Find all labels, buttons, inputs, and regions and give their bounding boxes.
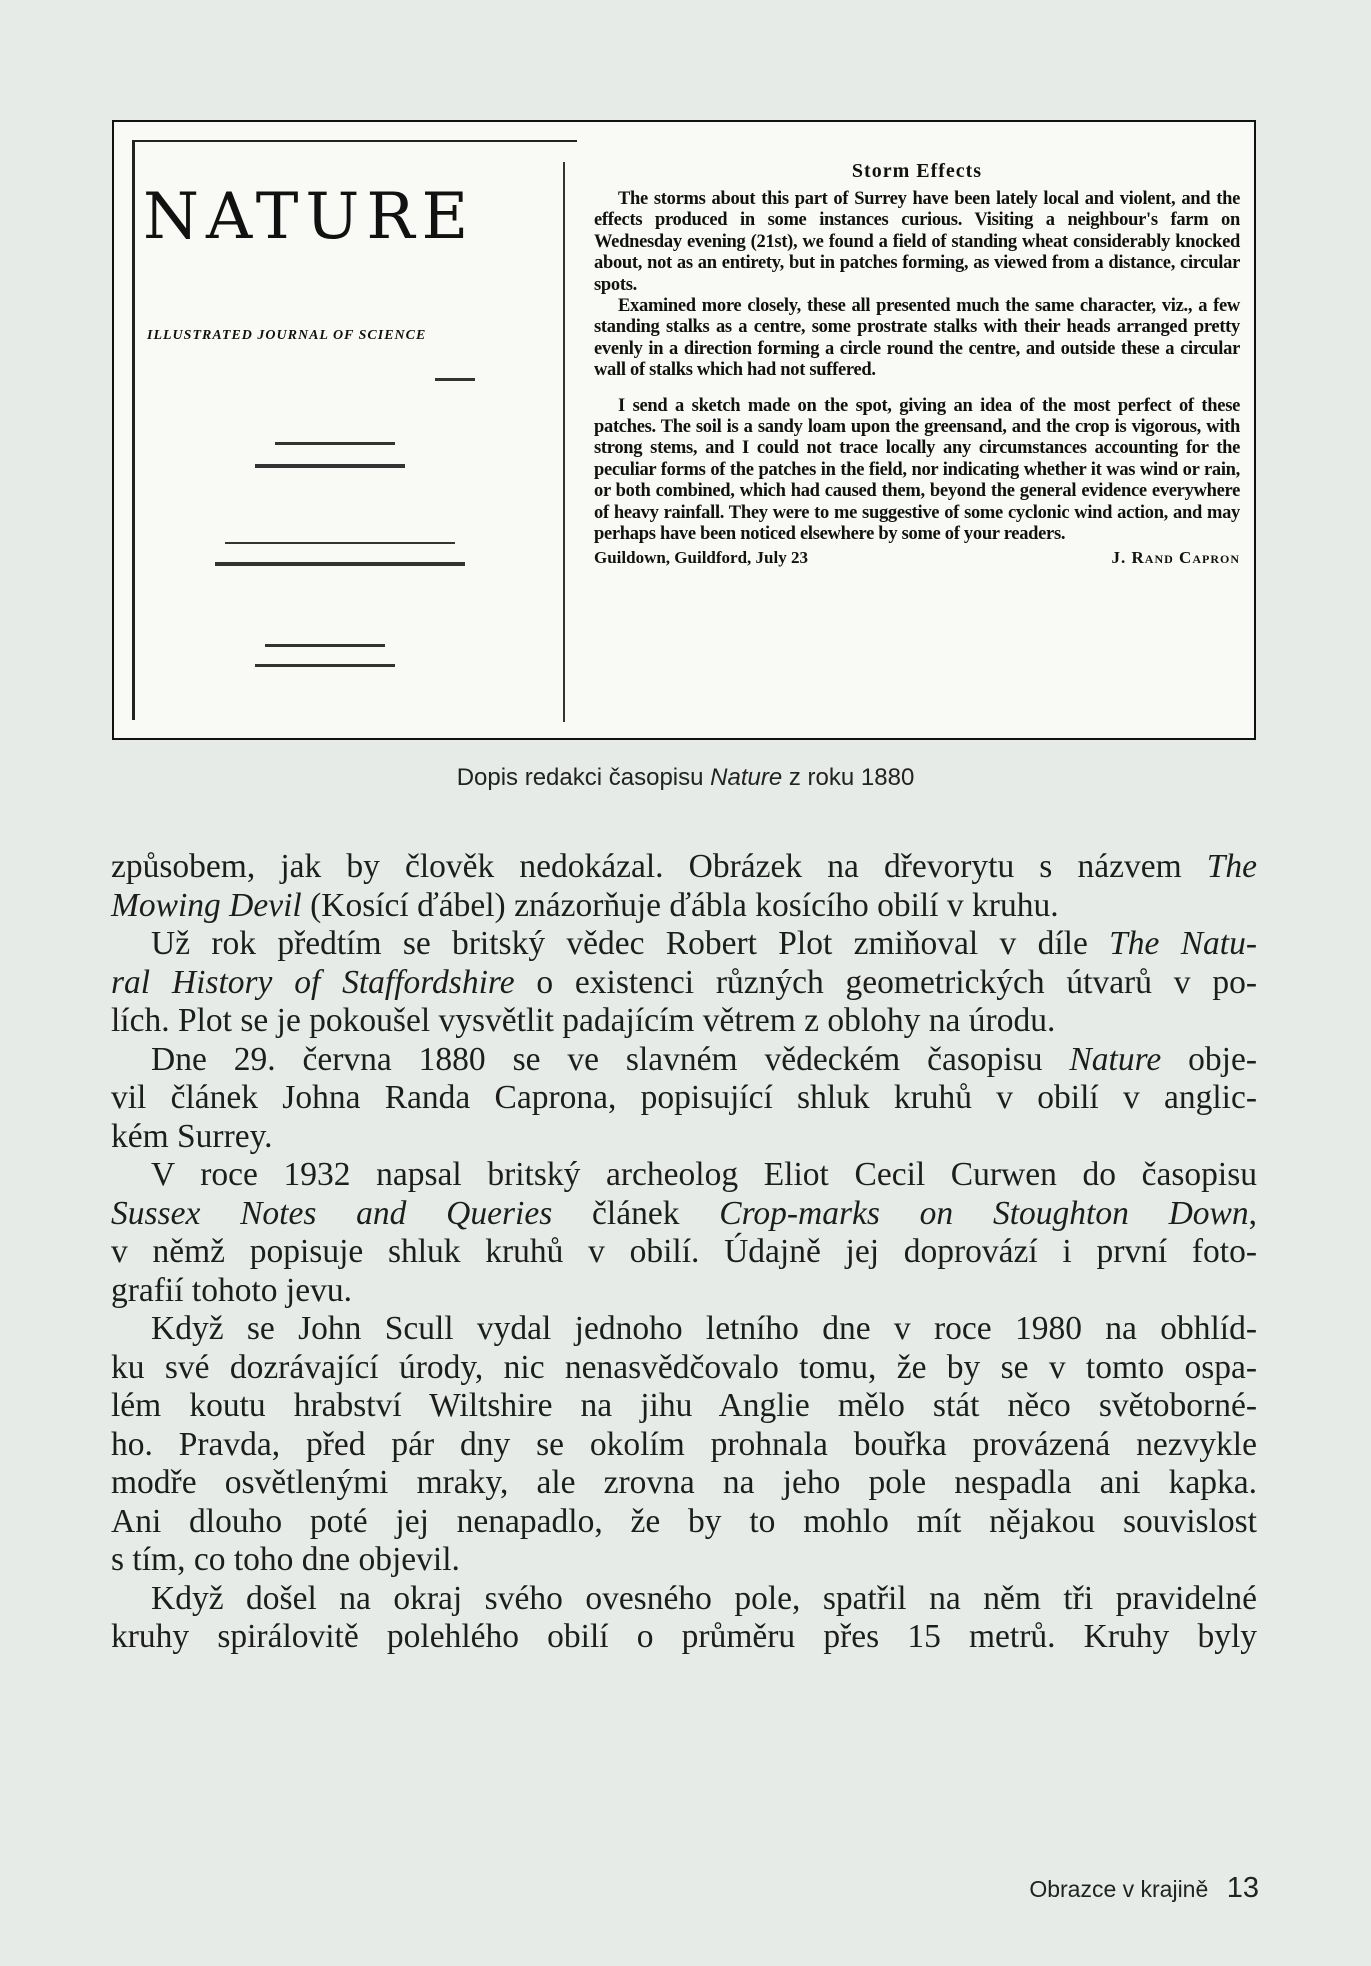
text-span: o existenci různých geometrických útvarů v po- (536, 963, 1257, 1001)
paragraph-4 (111, 1156, 1257, 1310)
italic-title: Crop-marks on Stoughton Down (719, 1194, 1249, 1232)
page-number: 13 (1226, 1872, 1259, 1904)
running-footer-section: Obrazce v krajině (1029, 1876, 1209, 1902)
text-line (111, 1195, 1257, 1234)
text-line (111, 848, 1257, 887)
italic-title: The Natu- (1109, 925, 1258, 962)
letter-signature: J. Rand Capron (1111, 547, 1240, 567)
letter-paragraph-1: The storms about this part of Surrey have been lately local and violent, and the effects produced in some instances curious. Visiting a neighbour's farm on Wednesday evening (21st), we found a field of standing wheat considerably knocked about, not as an entirety, but in patches forming, as viewed from a distance, circular spots. (594, 189, 1240, 295)
italic-title: ral History of Staffordshire (111, 963, 515, 1001)
paragraph-2 (111, 925, 1257, 1041)
letter-text (594, 160, 1240, 568)
text-span: Dne 29. června 1880 se ve slavném vědeckém časopisu (151, 1040, 1043, 1078)
page-footer (1029, 1872, 1259, 1905)
text-span: Už rok předtím se britský vědec Robert Plot zmiňoval v díle (151, 925, 1088, 962)
paragraph-3 (111, 1041, 1257, 1157)
text-line: modře osvětlenými mraky, ale zrovna na jeho pole nespadla ani kapka. (111, 1464, 1257, 1501)
text-line (111, 1041, 1257, 1080)
letter-heading: Storm Effects (851, 160, 983, 182)
text-line: ku své dozrávající úrody, nic nenasvědčovalo tomu, že by se v tomto ospa- (111, 1348, 1257, 1386)
figure-caption (0, 764, 1371, 792)
text-line: Ani dlouho poté jej nenapadlo, že by to mohlo mít nějakou souvislost (111, 1502, 1257, 1540)
cover-edge-line (563, 162, 565, 722)
italic-title: Nature (1069, 1040, 1162, 1078)
paragraph-1 (111, 848, 1257, 925)
text-line: lém koutu hrabství Wiltshire na jihu Anglie mělo stát něco světoborné- (111, 1387, 1257, 1424)
body-text (111, 848, 1257, 1657)
cover-title: NATURE (143, 180, 476, 254)
text-line: grafií tohoto jevu. (111, 1271, 352, 1309)
journal-cover (132, 140, 577, 720)
italic-title: Mowing Devil (111, 886, 302, 924)
text-span: obje- (1188, 1040, 1257, 1078)
cover-subtitle: ILLUSTRATED JOURNAL OF SCIENCE (147, 328, 427, 343)
text-line: V roce 1932 napsal britský archeolog Eliot Cecil Curwen do časopisu (151, 1156, 1257, 1193)
nature-letter-scan (112, 120, 1256, 740)
text-line: ho. Pravda, před pár dny se okolím prohnala bouřka provázená nezvykle (111, 1425, 1257, 1463)
text-line: s tím, co toho dne objevil. (111, 1541, 460, 1578)
caption-suffix: z roku 1880 (788, 764, 915, 791)
letter-paragraph-2: Examined more closely, these all presented much the same character, viz., a few standing stalks as a centre, some prostrate stalks with their heads arranged pretty evenly in a direction forming a circle round the centre, and outside these a circular wall of stalks which had not suffered. (594, 296, 1240, 381)
text-line: kruhy spirálovitě polehlého obilí o průměru přes 15 metrů. Kruhy byly (111, 1618, 1257, 1655)
caption-journal: Nature (710, 764, 783, 791)
text-line: Když došel na okraj svého ovesného pole, spatřil na něm tři pravidelné (151, 1579, 1257, 1617)
text-span: článek (592, 1194, 680, 1232)
text-span: (Kosící ďábel) znázorňuje ďábla kosícího obilí v kruhu. (310, 886, 1059, 924)
text-line (111, 925, 1257, 964)
italic-title: The (1206, 848, 1258, 885)
paragraph-5 (111, 1310, 1257, 1580)
letter-paragraph-3: I send a sketch made on the spot, giving an idea of the most perfect of these patches. The soil is a sandy loam upon the greensand, and the crop is vigorous, with strong stems, and I could not trace locally any circumstances accounting for the peculiar forms of the patches in the field, nor indicating whether it was wind or rain, or both combined, which had caused them, beyond the general evidence everywhere of heavy rainfall. They were to me suggestive of some cyclonic wind action, and may perhaps have been noticed elsewhere by some of your readers. (594, 395, 1240, 545)
text-line: v němž popisuje shluk kruhů v obilí. Údajně jej doprovází i první foto- (111, 1233, 1257, 1270)
letter-signature-line (594, 548, 1240, 568)
text-line (111, 887, 1257, 926)
text-line: lích. Plot se je pokoušel vysvětlit padajícím větrem z oblohy na úrodu. (111, 1002, 1056, 1039)
text-line (111, 964, 1257, 1003)
italic-title: Sussex Notes and Queries (111, 1194, 553, 1232)
paragraph-6 (111, 1580, 1257, 1657)
text-line: Když se John Scull vydal jednoho letního dne v roce 1980 na obhlíd- (151, 1310, 1257, 1347)
text-line: kém Surrey. (111, 1117, 273, 1155)
text-line: vil článek Johna Randa Caprona, popisující shluk kruhů v obilí v anglic- (111, 1079, 1257, 1116)
text-span: , (1248, 1194, 1258, 1232)
caption-prefix: Dopis redakci časopisu (456, 764, 704, 791)
text-span: způsobem, jak by člověk nedokázal. Obrázek na dřevorytu s názvem (111, 848, 1182, 885)
letter-place-date: Guildown, Guildford, July 23 (594, 547, 808, 567)
